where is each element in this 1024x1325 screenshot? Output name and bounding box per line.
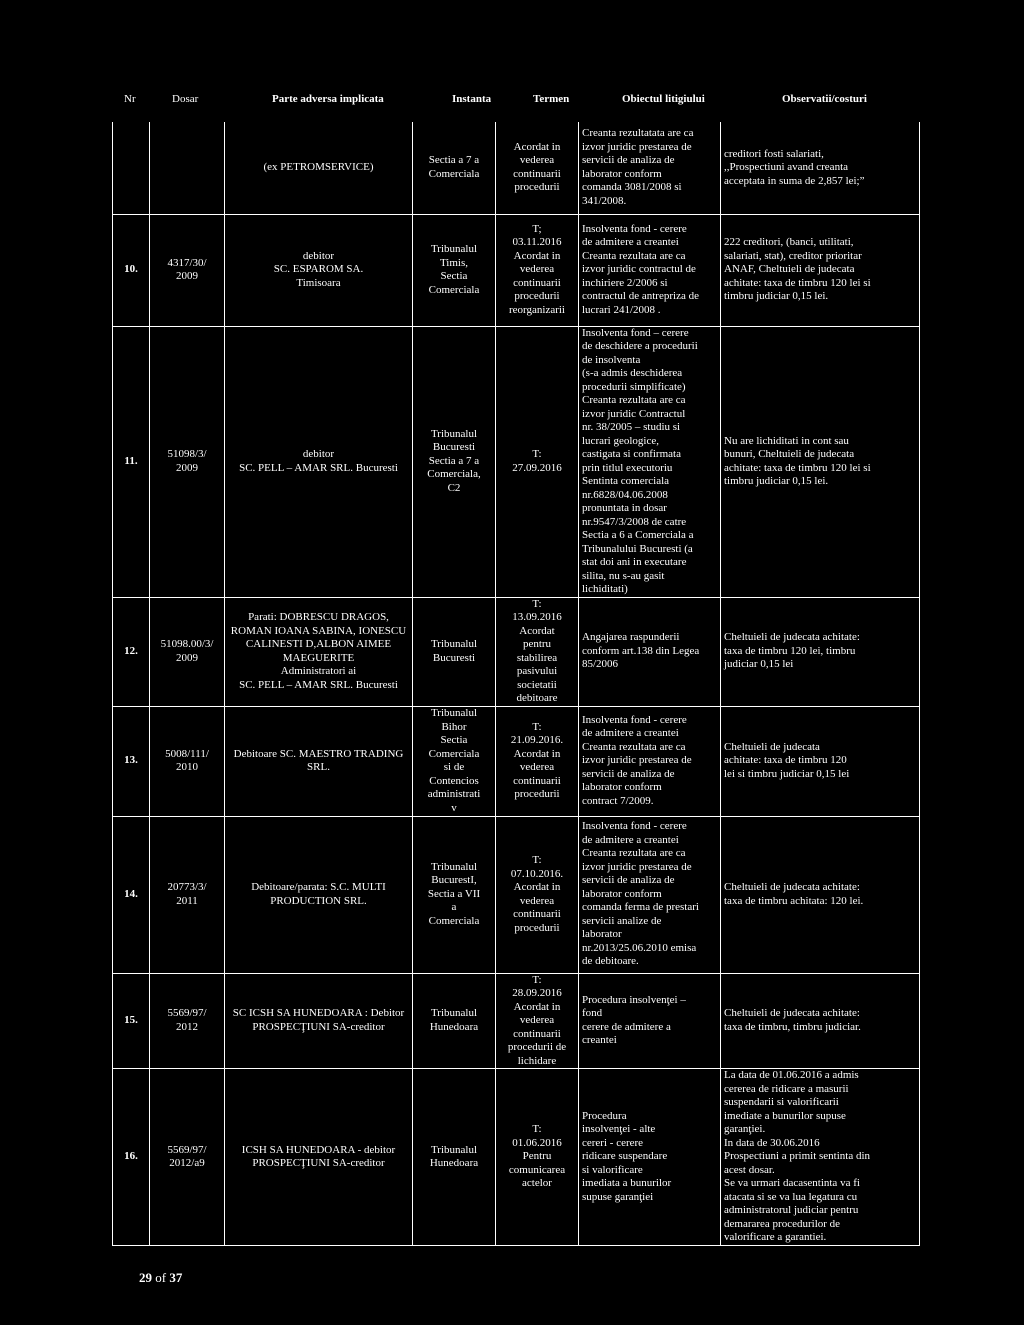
- cell-obiect: Creanta rezultatata are ca izvor juridic prestarea de servicii de analiza de laborator conform comanda 3081/2008 si 341/2008.: [579, 122, 721, 214]
- page-total: 37: [169, 1270, 183, 1285]
- cell-observatii: Cheltuieli de judecata achitate: taxa de timbru 120 lei, timbru judiciar 0,15 lei: [721, 597, 920, 706]
- table-row: [113, 214, 920, 326]
- cell-observatii: Cheltuieli de judecata achitate: taxa de timbru, timbru judiciar.: [721, 973, 920, 1069]
- col-header-instanta: Instanta: [452, 93, 492, 105]
- cell-obiect: Insolventa fond - cerere de admitere a creantei Creanta rezultata are ca izvor juridic prestarea de servicii de analiza de laborator conform contract 7/2009.: [579, 706, 721, 816]
- cell-instanta: Tribunalul Hunedoara: [413, 973, 496, 1069]
- cell-dosar: 20773/3/ 2011: [150, 816, 225, 973]
- cell-termen: T: 27.09.2016: [496, 326, 579, 597]
- cell-parte: Debitoare SC. MAESTRO TRADING SRL.: [225, 706, 413, 816]
- table-row: [113, 706, 920, 816]
- cell-observatii: Nu are lichiditati in cont sau bunuri, Cheltuieli de judecata achitate: taxa de timbru 120 lei si timbru judiciar 0,15 lei.: [721, 326, 920, 597]
- cell-dosar: [150, 122, 225, 214]
- page-current: 29: [139, 1270, 152, 1285]
- cell-nr: 12.: [113, 597, 150, 706]
- cell-parte: Parati: DOBRESCU DRAGOS, ROMAN IOANA SABINA, IONESCU CALINESTI D,ALBON AIMEE MAEGUERITE Administratori ai SC. PELL – AMAR SRL. Bucuresti: [225, 597, 413, 706]
- cell-nr: 14.: [113, 816, 150, 973]
- cell-parte: Debitoare/parata: S.C. MULTI PRODUCTION SRL.: [225, 816, 413, 973]
- cell-termen: T: 07.10.2016. Acordat in vederea continuarii procedurii: [496, 816, 579, 973]
- cell-parte: (ex PETROMSERVICE): [225, 122, 413, 214]
- cell-parte: SC ICSH SA HUNEDOARA : Debitor PROSPECŢIUNI SA-creditor: [225, 973, 413, 1069]
- litigation-table: [112, 122, 920, 1246]
- table-row: [113, 122, 920, 214]
- cell-nr: 15.: [113, 973, 150, 1069]
- cell-parte: debitor SC. PELL – AMAR SRL. Bucuresti: [225, 326, 413, 597]
- table-row: [113, 973, 920, 1069]
- cell-instanta: Tribunalul Bihor Sectia Comerciala si de Contencios administrati v: [413, 706, 496, 816]
- table-row: [113, 1069, 920, 1246]
- cell-instanta: Tribunalul Timis, Sectia Comerciala: [413, 214, 496, 326]
- col-header-parte: Parte adversa implicata: [272, 93, 384, 105]
- cell-nr: 10.: [113, 214, 150, 326]
- table-row: [113, 597, 920, 706]
- col-header-termen: Termen: [533, 93, 570, 105]
- page-number: [139, 1270, 182, 1286]
- col-header-nr: Nr: [124, 93, 136, 105]
- cell-nr: 16.: [113, 1069, 150, 1246]
- cell-obiect: Procedura insolvenţei – fond cerere de admitere a creantei: [579, 973, 721, 1069]
- cell-instanta: Tribunalul BucurestI, Sectia a VII a Comerciala: [413, 816, 496, 973]
- cell-nr: 11.: [113, 326, 150, 597]
- cell-observatii: creditori fosti salariati, ,,Prospectiuni avand creanta acceptata in suma de 2,857 lei;”: [721, 122, 920, 214]
- cell-nr: [113, 122, 150, 214]
- cell-instanta: Tribunalul Bucuresti Sectia a 7 a Comerciala, C2: [413, 326, 496, 597]
- table-header: [0, 93, 1024, 109]
- cell-observatii: Cheltuieli de judecata achitate: taxa de timbru achitata: 120 lei.: [721, 816, 920, 973]
- cell-termen: T: 21.09.2016. Acordat in vederea continuarii procedurii: [496, 706, 579, 816]
- col-header-obiect: Obiectul litigiului: [622, 93, 705, 105]
- cell-observatii: Cheltuieli de judecata achitate: taxa de timbru 120 lei si timbru judiciar 0,15 lei: [721, 706, 920, 816]
- cell-obiect: Insolventa fond - cerere de admitere a creantei Creanta rezultata are ca izvor juridic prestarea de servicii de analiza de laborator conform comanda ferma de prestari servicii analize de laborator nr.2013/25.06.2010 emisa de debitoare.: [579, 816, 721, 973]
- col-header-observatii: Observatii/costuri: [782, 93, 867, 105]
- col-header-dosar: Dosar: [172, 93, 199, 105]
- cell-obiect: Insolventa fond - cerere de admitere a creantei Creanta rezultata are ca izvor juridic contractul de inchiriere 2/2006 si contractul de antrepriza de lucrari 241/2008 .: [579, 214, 721, 326]
- cell-termen: T: 28.09.2016 Acordat in vederea continuarii procedurii de lichidare: [496, 973, 579, 1069]
- cell-instanta: Sectia a 7 a Comerciala: [413, 122, 496, 214]
- cell-termen: T: 01.06.2016 Pentru comunicarea actelor: [496, 1069, 579, 1246]
- cell-dosar: 51098.00/3/ 2009: [150, 597, 225, 706]
- cell-observatii: La data de 01.06.2016 a admis cererea de ridicare a masurii suspendarii si valorificarii imediate a bunurilor supuse garanţiei. In data de 30.06.2016 Prospectiuni a primit sentinta din acest dosar. Se va urmari dacasentinta va fi atacata si se va lua legatura cu administratorul judiciar pentru demararea procedurilor de valorificare a garantiei.: [721, 1069, 920, 1246]
- cell-instanta: Tribunalul Hunedoara: [413, 1069, 496, 1246]
- cell-dosar: 4317/30/ 2009: [150, 214, 225, 326]
- cell-observatii: 222 creditori, (banci, utilitati, salariati, stat), creditor prioritar ANAF, Cheltuieli de judecata achitate: taxa de timbru 120 lei si timbru judiciar 0,15 lei.: [721, 214, 920, 326]
- cell-termen: Acordat in vederea continuarii procedurii: [496, 122, 579, 214]
- cell-nr: 13.: [113, 706, 150, 816]
- cell-obiect: Procedura insolvenţei - alte cereri - cerere ridicare suspendare si valorificare imediata a bunurilor supuse garanţiei: [579, 1069, 721, 1246]
- cell-instanta: Tribunalul Bucuresti: [413, 597, 496, 706]
- cell-parte: ICSH SA HUNEDOARA - debitor PROSPECŢIUNI SA-creditor: [225, 1069, 413, 1246]
- table-row: [113, 326, 920, 597]
- cell-dosar: 5569/97/ 2012/a9: [150, 1069, 225, 1246]
- cell-dosar: 5008/111/ 2010: [150, 706, 225, 816]
- cell-termen: T; 03.11.2016 Acordat in vederea continuarii procedurii reorganizarii: [496, 214, 579, 326]
- cell-obiect: Angajarea raspunderii conform art.138 din Legea 85/2006: [579, 597, 721, 706]
- cell-obiect: Insolventa fond – cerere de deschidere a procedurii de insolventa (s-a admis deschiderea procedurii simplificate) Creanta rezultata are ca izvor juridic Contractul nr. 38/2005 – studiu si lucrari geologice, castigata si confirmata prin titlul executoriu Sentinta comerciala nr.6828/04.06.2008 pronuntata in dosar nr.9547/3/2008 de catre Sectia a 6 a Comerciala a Tribunalului Bucuresti (a stat doi ani in executare silita, nu s-au gasit lichiditati): [579, 326, 721, 597]
- table-row: [113, 816, 920, 973]
- cell-parte: debitor SC. ESPAROM SA. Timisoara: [225, 214, 413, 326]
- cell-dosar: 5569/97/ 2012: [150, 973, 225, 1069]
- cell-termen: T: 13.09.2016 Acordat pentru stabilirea pasivului societatii debitoare: [496, 597, 579, 706]
- cell-dosar: 51098/3/ 2009: [150, 326, 225, 597]
- page-of: of: [155, 1270, 167, 1285]
